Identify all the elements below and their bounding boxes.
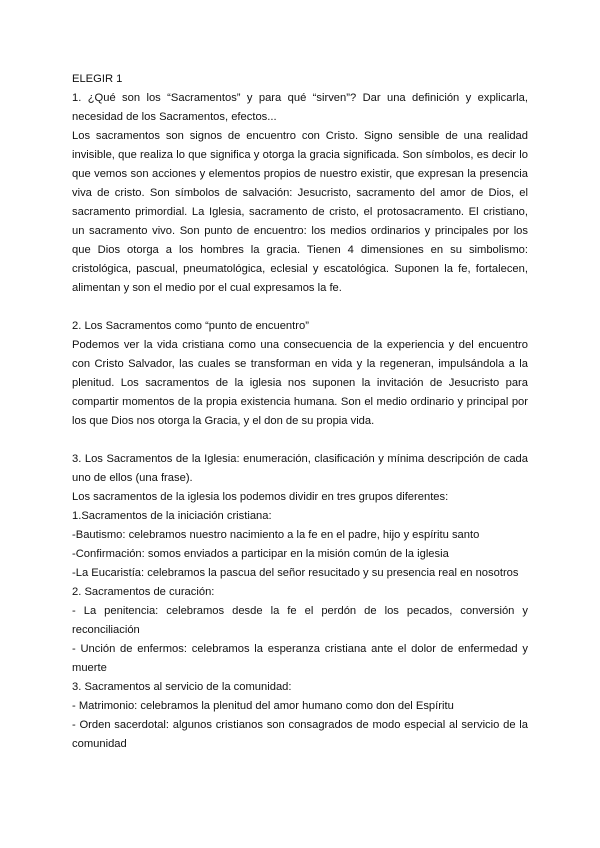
group-3-title: 3. Sacramentos al servicio de la comunidad: bbox=[72, 681, 292, 693]
list-item: -Confirmación: somos enviados a participar en la misión común de la iglesia bbox=[72, 548, 449, 560]
document-body bbox=[72, 70, 528, 754]
question-3: 3. Los Sacramentos de la Iglesia: enumeración, clasificación y mínima descripción de cada uno de ellos (una frase). bbox=[72, 453, 528, 484]
list-item: - Unción de enfermos: celebramos la esperanza cristiana ante el dolor de enfermedad y muerte bbox=[72, 643, 528, 674]
document-heading: ELEGIR 1 bbox=[72, 73, 123, 85]
answer-1: Los sacramentos son signos de encuentro con Cristo. Signo sensible de una realidad invisible, que realiza lo que significa y otorga la gracia significada. Son símbolos, es decir lo que vemos son acciones y elementos propios de nuestro existir, que expresan la presencia viva de cristo. Son símbolos de salvación: Jesucristo, sacramento del amor de Dios, el sacramento primordial. La Iglesia, sacramento de cristo, el protosacramento. El cristiano, un sacramento vivo. Son punto de encuentro: los medios ordinarios y principales por los que Dios otorga a los hombres la gracia. Tienen 4 dimensiones en su simbolismo: cristológica, pascual, pneumatológica, eclesial y escatológica. Suponen la fe, fortalecen, alimentan y son el medio por el cual expresamos la fe. bbox=[72, 130, 528, 294]
question-2: 2. Los Sacramentos como “punto de encuentro” bbox=[72, 320, 309, 332]
answer-2: Podemos ver la vida cristiana como una consecuencia de la experiencia y del encuentro con Cristo Salvador, las cuales se transforman en vida y la regeneran, impulsándola a la plenitud. Los sacramentos de la iglesia nos suponen la invitación de Jesucristo para compartir momentos de la propia existencia humana. Son el medio ordinario y principal por los que Dios nos otorga la Gracia, y el don de su propia vida. bbox=[72, 339, 528, 427]
list-item: - Matrimonio: celebramos la plenitud del amor humano como don del Espíritu bbox=[72, 700, 454, 712]
group-1-title: 1.Sacramentos de la iniciación cristiana: bbox=[72, 510, 272, 522]
paragraph-spacer bbox=[72, 298, 528, 317]
question-1: 1. ¿Qué son los “Sacramentos” y para qué “sirven”? Dar una definición y explicarla, necesidad de los Sacramentos, efectos... bbox=[72, 92, 528, 123]
paragraph-spacer bbox=[72, 431, 528, 450]
list-item: - Orden sacerdotal: algunos cristianos son consagrados de modo especial al servicio de la comunidad bbox=[72, 719, 528, 750]
list-item: - La penitencia: celebramos desde la fe el perdón de los pecados, conversión y reconciliación bbox=[72, 605, 528, 636]
list-item: -La Eucaristía: celebramos la pascua del señor resucitado y su presencia real en nosotros bbox=[72, 567, 519, 579]
list-item: -Bautismo: celebramos nuestro nacimiento a la fe en el padre, hijo y espíritu santo bbox=[72, 529, 480, 541]
answer-3-intro: Los sacramentos de la iglesia los podemos dividir en tres grupos diferentes: bbox=[72, 491, 449, 503]
group-2-title: 2. Sacramentos de curación: bbox=[72, 586, 215, 598]
